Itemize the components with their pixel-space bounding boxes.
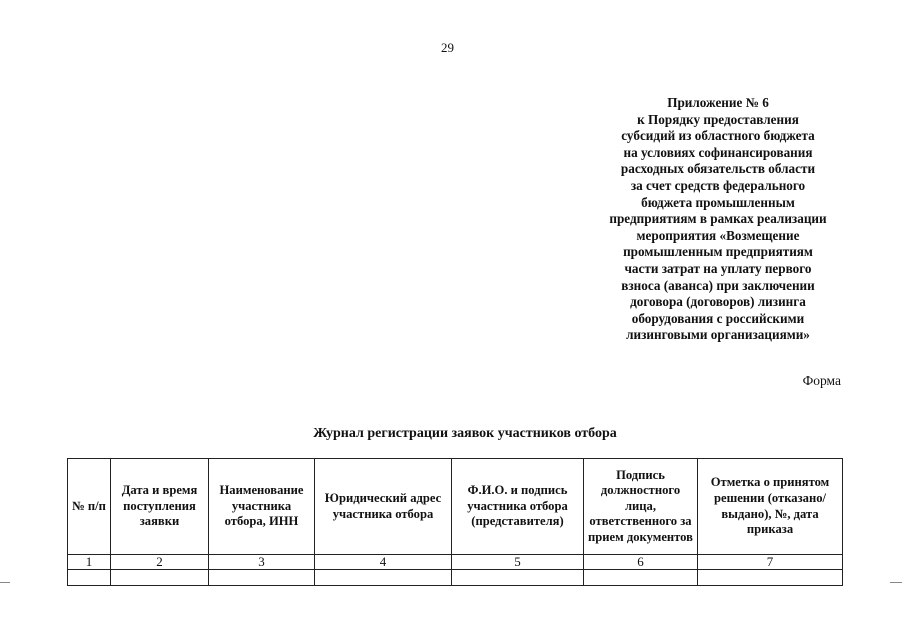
column-number: 1 <box>68 555 111 570</box>
appendix-line: Приложение № 6 <box>667 95 769 110</box>
column-header-legal-address: Юридический адрес участника отбора <box>315 459 452 555</box>
journal-title: Журнал регистрации заявок участников отбора <box>313 426 617 441</box>
appendix-block <box>588 95 848 344</box>
journal-table <box>67 458 843 586</box>
form-label: Форма <box>802 373 841 388</box>
column-number-row <box>68 555 843 570</box>
appendix-line: взноса (аванса) при заключении <box>621 277 815 293</box>
scan-mark <box>0 582 10 583</box>
column-number: 4 <box>315 555 452 570</box>
appendix-line: субсидий из областного бюджета <box>621 128 815 144</box>
appendix-line: части затрат на уплату первого <box>624 260 812 276</box>
column-number: 3 <box>209 555 315 570</box>
table-cell <box>584 570 698 586</box>
column-number: 5 <box>452 555 584 570</box>
column-header-signature: Ф.И.О. и подпись участника отбора (представителя) <box>452 459 584 555</box>
column-number: 2 <box>111 555 209 570</box>
appendix-line: промышленным предприятиям <box>623 244 813 260</box>
appendix-line: предприятиям в рамках реализации <box>609 211 827 227</box>
table-row <box>68 570 843 586</box>
appendix-line: на условиях софинансирования <box>623 144 813 160</box>
page-number: 29 <box>441 40 454 55</box>
column-header-number: № п/п <box>68 459 111 555</box>
column-number: 7 <box>698 555 843 570</box>
column-header-official-signature: Подпись должностного лица, ответственного за прием документов <box>584 459 698 555</box>
column-header-decision: Отметка о принятом решении (отказано/выдано), №, дата приказа <box>698 459 843 555</box>
table-cell <box>209 570 315 586</box>
table-cell <box>111 570 209 586</box>
column-header-participant-name: Наименование участника отбора, ИНН <box>209 459 315 555</box>
appendix-line: мероприятия «Возмещение <box>636 227 800 243</box>
table-header-row <box>68 459 843 555</box>
table-cell <box>452 570 584 586</box>
column-number: 6 <box>584 555 698 570</box>
appendix-line: договора (договоров) лизинга <box>630 294 806 310</box>
appendix-line: лизинговыми организациями» <box>626 327 810 343</box>
appendix-line: к Порядку предоставления <box>637 111 799 127</box>
scan-mark <box>890 582 902 583</box>
appendix-line: расходных обязательств области <box>620 161 816 177</box>
appendix-line: за счет средств федерального <box>630 177 806 193</box>
appendix-line: оборудования с российскими <box>631 310 805 326</box>
table-cell <box>698 570 843 586</box>
appendix-line: бюджета промышленным <box>641 194 795 210</box>
column-header-date: Дата и время поступления заявки <box>111 459 209 555</box>
table-cell <box>315 570 452 586</box>
table-cell <box>68 570 111 586</box>
